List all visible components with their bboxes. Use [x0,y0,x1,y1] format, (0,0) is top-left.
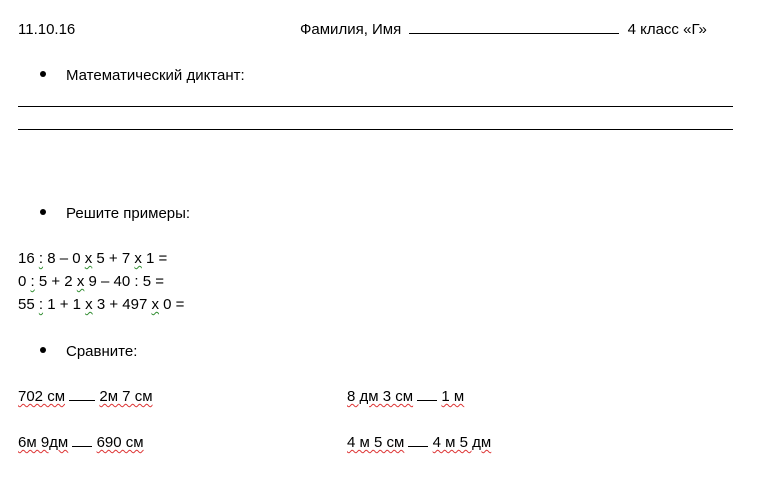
example-line-3: 55 : 1 + 1 х 3 + 497 х 0 = [18,296,185,313]
compare-blank [69,388,95,401]
bullet-icon [40,347,46,353]
name-field [300,21,707,39]
compare-row2-left: 6м 9дм 690 см [18,434,144,451]
examples-heading [40,205,190,223]
bullet-icon [40,209,46,215]
compare-heading [40,343,137,361]
compare-row2-right: 4 м 5 см 4 м 5 дм [347,434,492,451]
date: 11.10.16 [18,21,76,38]
dictation-title: Математический диктант: [66,67,245,84]
answer-line-1 [18,106,733,107]
compare-blank [408,434,428,447]
compare-blank [417,388,437,401]
example-line-1: 16 : 8 – 0 х 5 + 7 х 1 = [18,250,168,267]
name-blank [409,21,619,34]
compare-title: Сравните: [66,343,138,360]
examples-title: Решите примеры: [66,205,191,222]
compare-blank [72,434,92,447]
example-line-2: 0 : 5 + 2 х 9 – 40 : 5 = [18,273,164,290]
bullet-icon [40,71,46,77]
answer-line-2 [18,129,733,130]
class-label: 4 класс «Г» [627,21,707,38]
name-label: Фамилия, Имя [300,21,402,38]
compare-row1-left: 702 см 2м 7 см [18,388,153,405]
compare-row1-right: 8 дм 3 см 1 м [347,388,465,405]
dictation-heading [40,67,245,85]
